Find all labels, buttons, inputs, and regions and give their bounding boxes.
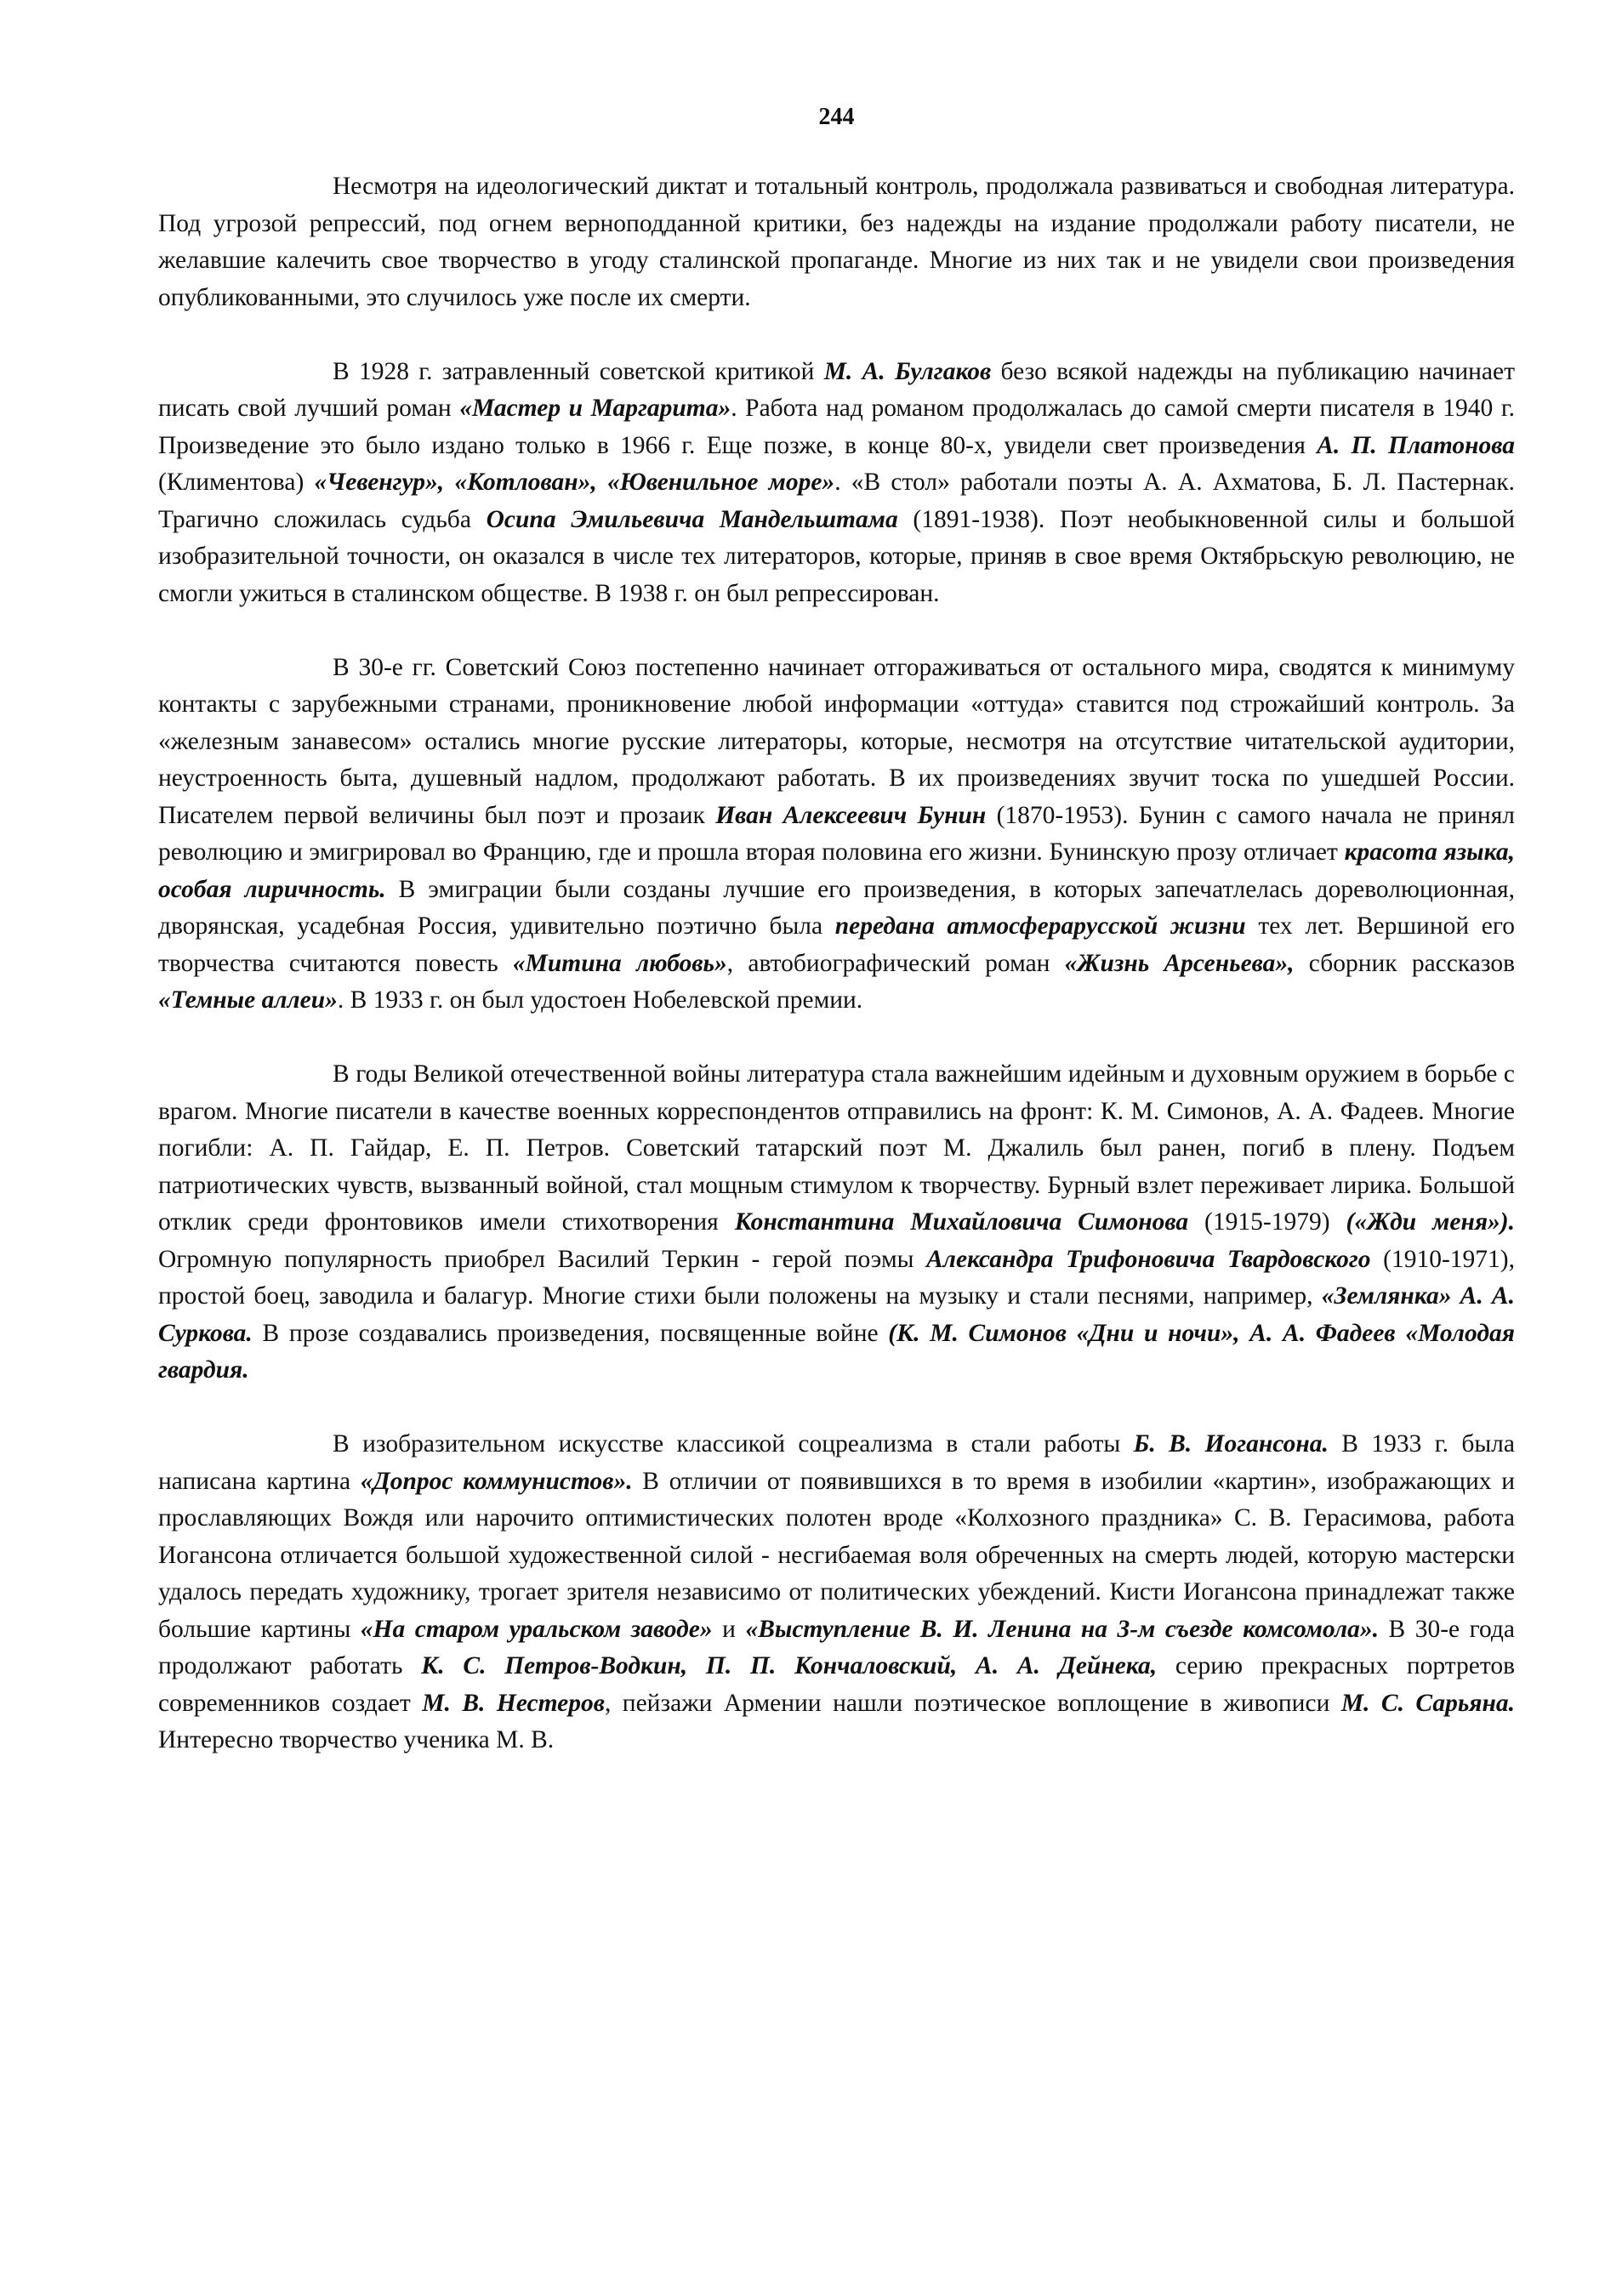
emphasized-text: Александра Трифоновича Твардовского	[926, 1245, 1371, 1273]
text-run: Огромную популярность приобрел Василий Теркин - герой поэмы	[158, 1245, 927, 1273]
text-run: В 1928 г. затравленный советской критикой	[333, 357, 824, 385]
emphasized-text: передана атмосфераpусской жизни	[834, 912, 1246, 940]
paragraph	[158, 1426, 1515, 1759]
text-run: В изобразительном искусстве классикой соцреализма в стали работы	[333, 1430, 1134, 1458]
text-run: и	[712, 1615, 746, 1643]
text-run: Несмотря на идеологический диктат и тотальный контроль, продолжала развиваться и свободная литература. Под угрозой репрессий, под огнем верноподданной критики, без надежды на издание продолжали работу писатели, не желавшие калечить свое творчество в угоду сталинской пропаганде. Многие из них так и не увидели свои произведения опубликованными, это случилось уже после их смерти.	[158, 173, 1515, 311]
text-run: Интересно творчество ученика М. В.	[158, 1726, 555, 1753]
text-run: . Работа над романом продолжалась до самой смерти писателя в 1940 г. Произведение это было издано только в 1966 г. Еще позже, в конце 80-х, увидели свет произведения	[158, 395, 1515, 459]
text-run: В эмиграции были созданы лучшие его произведения, в которых запечатлелась дореволюционная, дворянская, усадебная Россия, удивительно поэтично была	[158, 875, 1515, 940]
emphasized-text: Осипа Эмильевича Мандельштама	[486, 505, 898, 533]
text-run: (1891-1938). Поэт необыкновенной силы и большой изобразительной точности, он оказался в числе тех литераторов, которые, приняв в свое время Октябрьскую революцию, не смогли ужиться в сталинском обществе. В 1938 г. он был репрессирован.	[158, 505, 1515, 607]
paragraph	[158, 1056, 1515, 1390]
emphasized-text: М. А. Булгаков	[823, 357, 992, 385]
text-run: (1915-1979)	[1188, 1208, 1346, 1236]
emphasized-text: «Митина любовь»	[512, 949, 727, 977]
paragraph	[158, 354, 1515, 613]
text-run: (Климентова)	[158, 469, 315, 496]
paragraph	[158, 650, 1515, 1020]
text-run: В прозе создавались произведения, посвященные войне	[252, 1319, 889, 1347]
paragraph	[158, 168, 1515, 316]
document-page	[158, 100, 1515, 1796]
emphasized-text: М. В. Нестеров	[422, 1689, 605, 1717]
text-run: тех лет. Вершиной его творчества считаются повесть	[158, 912, 1516, 977]
text-run: В отличии от появившихся в то время в изобилии «картин», изображающих и прославляющих Вождя или нарочито оптимистических полотен вроде «Колхозного праздника» С. В. Герасимова, работа Иогансона отличается большой художественной силой - несгибаемая воля обреченных на смерть людей, которую мастерски удалось передать художнику, трогает зрителя независимо от политических убеждений. Кисти Иогансона принадлежат также большие картины	[158, 1467, 1515, 1643]
emphasized-text: Константина Михайловича Симонова	[734, 1208, 1189, 1236]
text-run: серию прекрасных портретов современников создает	[158, 1652, 1516, 1717]
emphasized-text: «Выступление В. И. Ленина на 3-м съезде комсомола».	[745, 1615, 1380, 1643]
emphasized-text: «Допрос коммунистов».	[360, 1467, 633, 1495]
emphasized-text: «Землянка» А. А. Суркова.	[158, 1282, 1515, 1347]
text-run: (1910-1971), простой боец, заводила и балагур. Многие стихи были положены на музыку и стали песнями, например,	[158, 1245, 1515, 1310]
emphasized-text: («Жди меня»).	[1346, 1208, 1515, 1236]
text-run: В 1933 г. была написана картина	[158, 1430, 1515, 1495]
emphasized-text: (К. М. Симонов «Дни и ночи», А. А. Фадеев «Молодая гвардия.	[158, 1319, 1515, 1384]
text-run: . В 1933 г. он был удостоен Нобелевской премии.	[337, 986, 863, 1014]
text-run: (1870-1953). Бунин с самого начала не принял революцию и эмигрировал во Францию, где и прошла вторая половина его жизни. Бунинскую прозу отличает	[158, 801, 1515, 866]
text-run: В 30-е гг. Советский Союз постепенно начинает отгораживаться от остального мира, сводятся к минимуму контакты с зарубежными странами, проникновение любой информации «оттуда» ставится под строжайший контроль. За «железным занавесом» остались многие русские литераторы, которые, несмотря на отсутствие читательской аудитории, неустроенность быта, душевный надлом, продолжают работать. В их произведениях звучит тоска по ушедшей России. Писателем первой величины был поэт и прозаик	[158, 653, 1515, 829]
emphasized-text: «Чевенгур», «Котлован», «Ювенильное море»	[314, 469, 835, 496]
text-run: . «В стол» работали поэты А. А. Ахматова, Б. Л. Пастернак. Трагично сложилась судьба	[158, 469, 1515, 533]
document-body	[158, 168, 1515, 1759]
emphasized-text: красота языка, особая лиричность.	[158, 838, 1515, 903]
emphasized-text: Иван Алексеевич Бунин	[715, 801, 987, 829]
emphasized-text: «Мастер и Маргарита»	[459, 395, 731, 422]
page-number: 244	[818, 104, 855, 130]
text-run: В 30-е года продолжают работать	[158, 1615, 1515, 1679]
emphasized-text: К. С. Петров-Водкин, П. П. Кончаловский, А. А. Дейнека,	[421, 1652, 1158, 1679]
text-run: безо всякой надежды на публикацию начинает писать свой лучший роман	[158, 357, 1515, 422]
emphasized-text: А. П. Платонова	[1317, 431, 1515, 459]
emphasized-text: «Жизнь Арсеньева»,	[1064, 949, 1295, 977]
emphasized-text: М. С. Сарьяна.	[1340, 1689, 1515, 1717]
text-run: сборник рассказов	[1294, 949, 1515, 977]
text-run: В годы Великой отечественной войны литература стала важнейшим идейным и духовным оружием в борьбе с врагом. Многие писатели в качестве военных корреспондентов отправились на фронт: К. М. Симонов, А. А. Фадеев. Многие погибли: А. П. Гайдар, Е. П. Петров. Советский татарский поэт М. Джалиль был ранен, погиб в плену. Подъем патриотических чувств, вызванный войной, стал мощным стимулом к творчеству. Бурный взлет переживает лирика. Большой отклик среди фронтовиков имели стихотворения	[158, 1060, 1515, 1236]
emphasized-text: Б. В. Иогансона.	[1133, 1430, 1329, 1458]
emphasized-text: «На старом уральском заводе»	[360, 1615, 713, 1643]
text-run: , автобиографический роман	[726, 949, 1065, 977]
text-run: , пейзажи Армении нашли поэтическое воплощение в живописи	[604, 1689, 1341, 1717]
emphasized-text: «Темные аллеи»	[158, 986, 338, 1014]
